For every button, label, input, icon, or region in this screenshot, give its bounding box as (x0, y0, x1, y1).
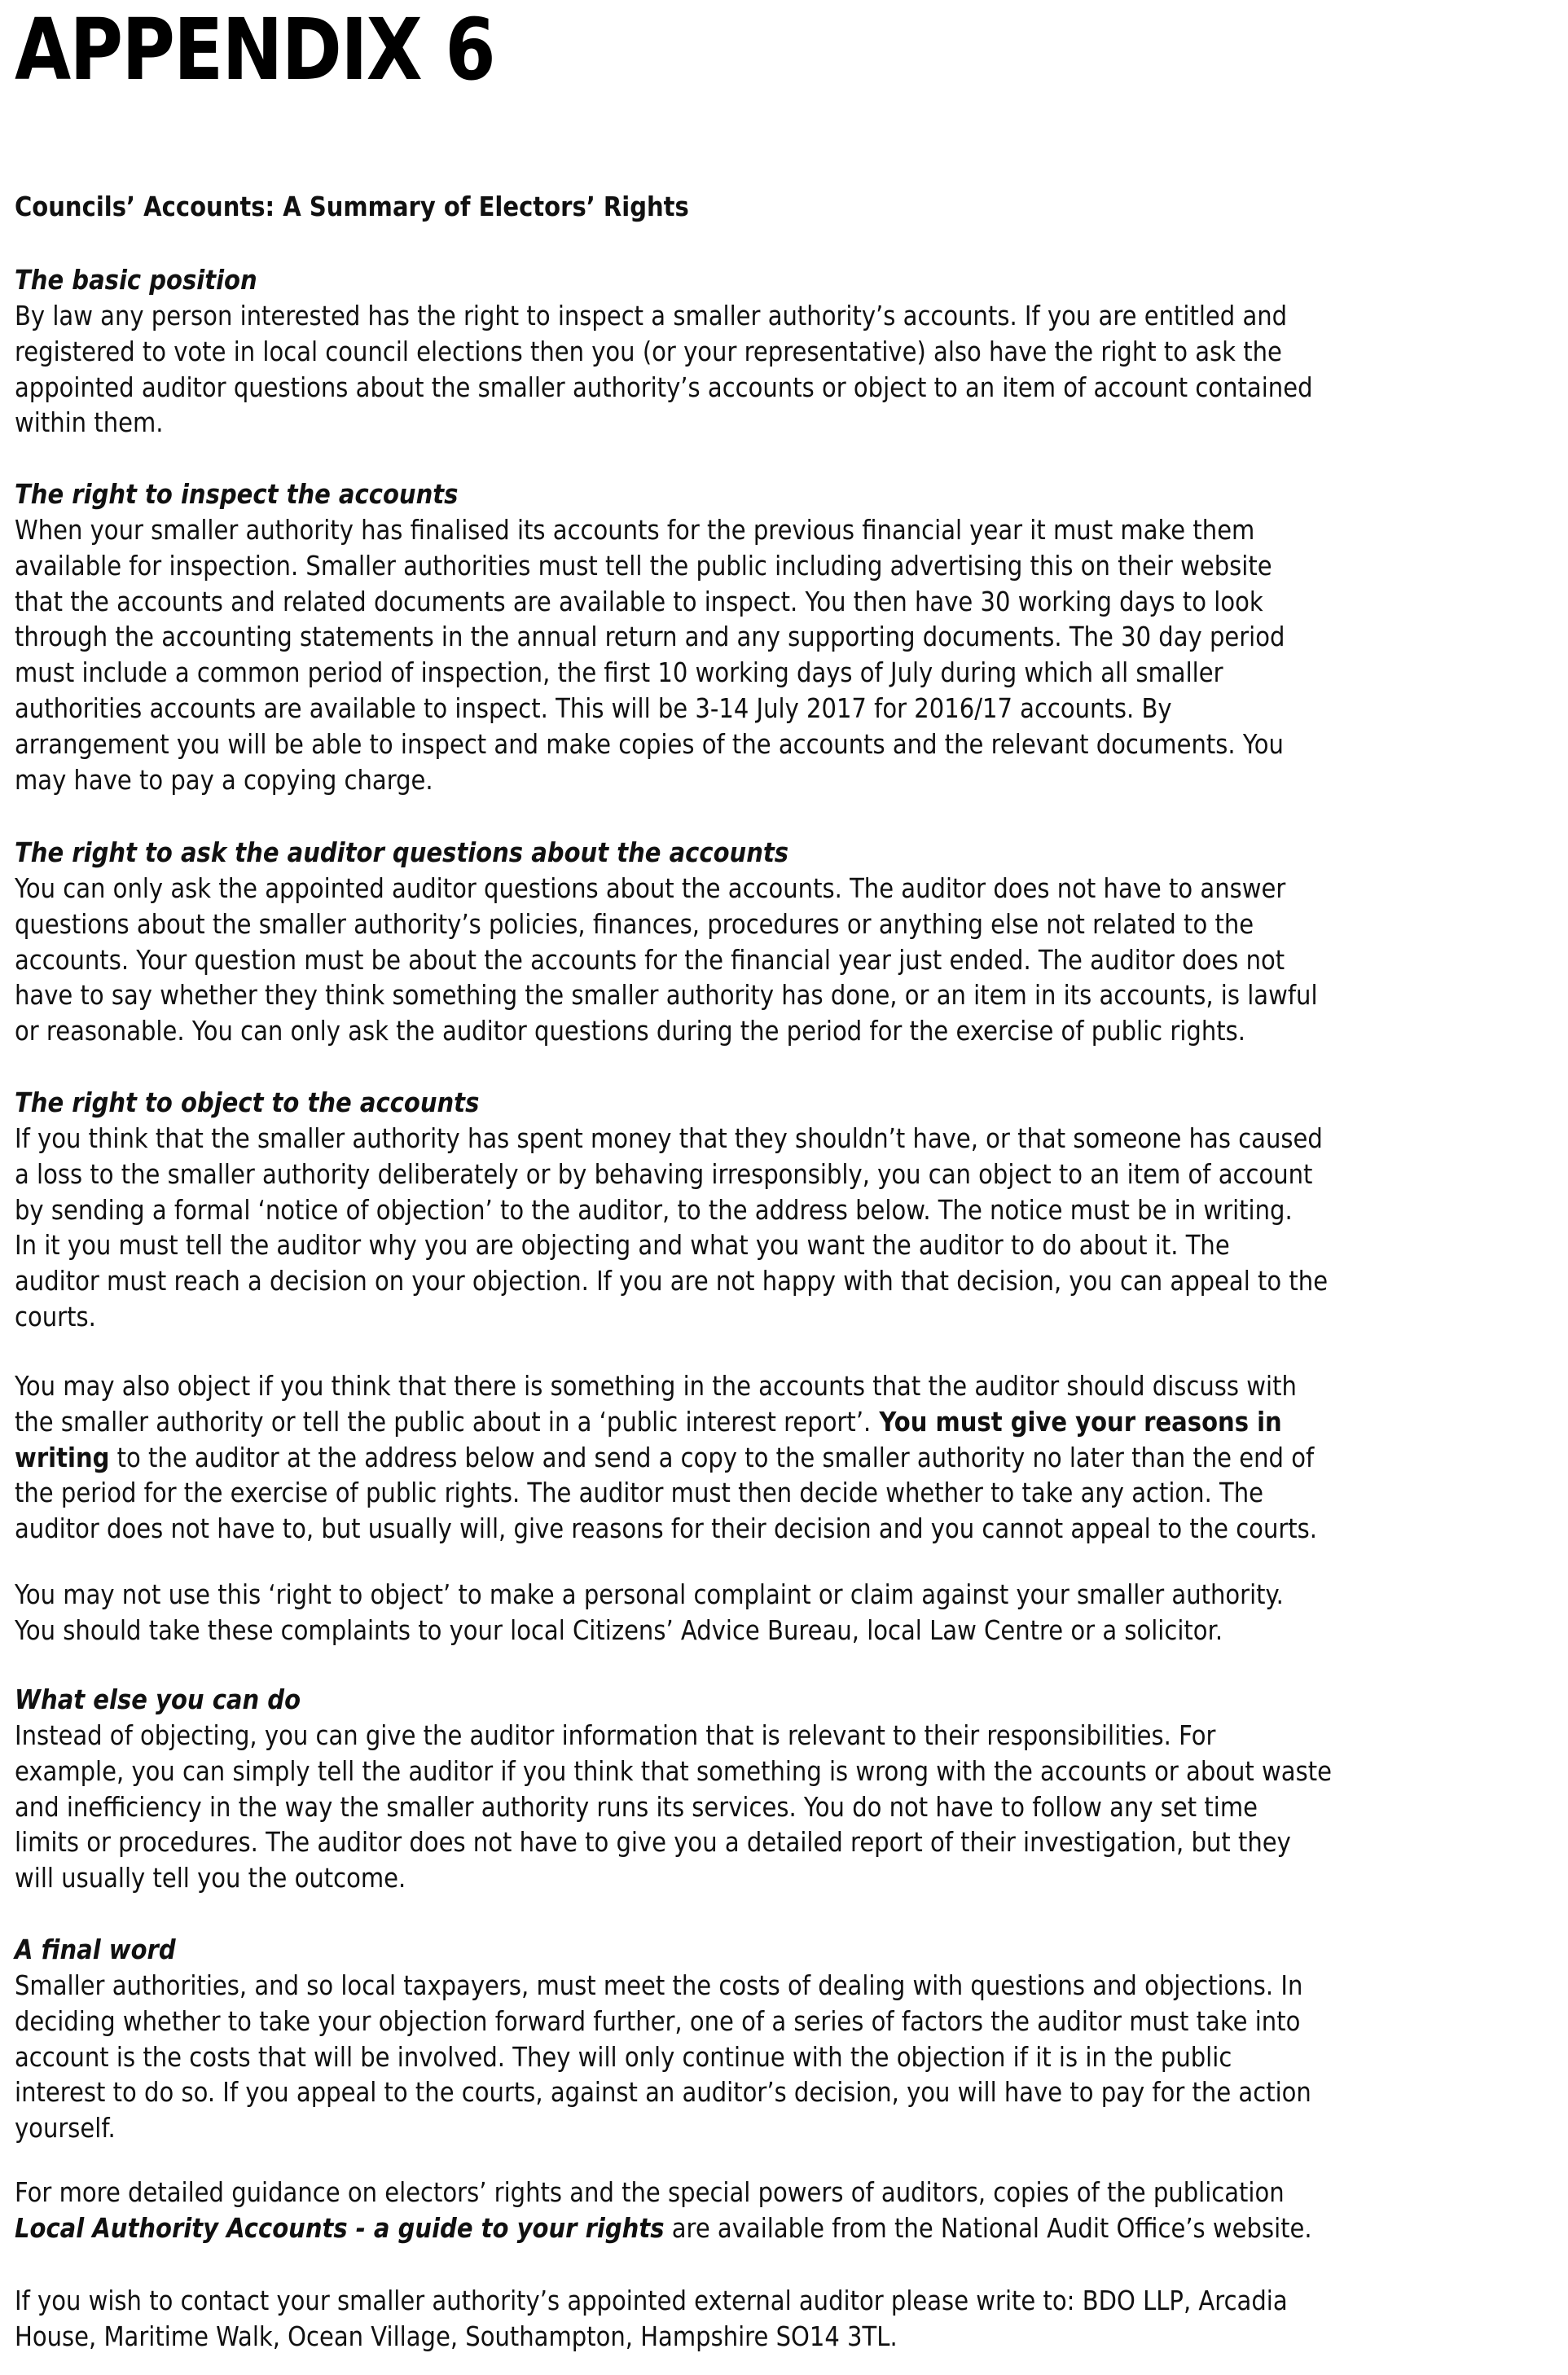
paragraph-line: available for inspection. Smaller authorities must tell the public including advertising this on their website (15, 549, 1272, 582)
paragraph-line: and inefficiency in the way the smaller authority runs its services. You do not have to follow any set time (15, 1790, 1258, 1823)
paragraph-line: You can only ask the appointed auditor questions about the accounts. The auditor does not have to answer (15, 872, 1286, 904)
section-public-interest-objection (15, 1368, 1556, 1547)
section-personal-complaints (15, 1577, 1556, 1648)
bold-emphasis: writing (15, 1441, 110, 1473)
paragraph-line: You may not use this ‘right to object’ to make a personal complaint or claim against your smaller authority. (15, 1578, 1284, 1610)
paragraph-line: auditor must reach a decision on your objection. If you are not happy with that decision, you can appeal to the (15, 1265, 1329, 1297)
paragraph-line: deciding whether to take your objection forward further, one of a series of factors the auditor must take into (15, 2004, 1301, 2037)
section-heading: The basic position (15, 264, 257, 296)
paragraph-line: authorities accounts are available to inspect. This will be 3-14 July 2017 for 2016/17 accounts. By (15, 691, 1172, 724)
paragraph-line: a loss to the smaller authority deliberately or by behaving irresponsibly, you can object to an item of account (15, 1157, 1313, 1190)
paragraph-line: interest to do so. If you appeal to the courts, against an auditor’s decision, you will have to pay for the action (15, 2076, 1311, 2109)
paragraph-line: courts. (15, 1300, 96, 1332)
paragraph-line: accounts. Your question must be about the accounts for the financial year just ended. The auditor does not (15, 943, 1285, 976)
paragraph-line: must include a common period of inspection, the first 10 working days of July during which all smaller (15, 656, 1223, 689)
section-right-to-inspect (15, 476, 1556, 797)
section-heading: A final word (15, 1934, 176, 1965)
section-what-else (15, 1682, 1556, 1896)
section-heading: The right to ask the auditor questions about the accounts (15, 836, 789, 868)
text-run: the smaller authority or tell the public about in a ‘public interest report’. (15, 1405, 872, 1438)
paragraph-line: If you wish to contact your smaller authority’s appointed external auditor please write to: BDO LLP, Arcadia (15, 2285, 1288, 2316)
paragraph-line: may have to pay a copying charge. (15, 763, 433, 796)
section-basic-position (15, 262, 1556, 441)
paragraph-line: appointed auditor questions about the smaller authority’s accounts or object to an item of account contained (15, 371, 1313, 403)
paragraph-line: example, you can simply tell the auditor if you think that something is wrong with the accounts or about waste (15, 1754, 1332, 1787)
paragraph-line: In it you must tell the auditor why you are objecting and what you want the auditor to do about it. The (15, 1229, 1230, 1262)
publication-title: Local Authority Accounts - a guide to your rights (15, 2211, 665, 2244)
auditor-address: House, Maritime Walk, Ocean Village, Southampton, Hampshire SO14 3TL. (15, 2320, 898, 2352)
section-heading: What else you can do (15, 1684, 301, 1715)
paragraph-line: auditor does not have to, but usually will, give reasons for their decision and you cannot appeal to the courts. (15, 1512, 1318, 1545)
section-further-guidance (15, 2175, 1556, 2246)
paragraph-line: or reasonable. You can only ask the auditor questions during the period for the exercise of public rights. (15, 1015, 1245, 1047)
paragraph-line: by sending a formal ‘notice of objection’ to the auditor, to the address below. The notice must be in writing. (15, 1193, 1293, 1226)
paragraph-line (15, 1440, 1556, 1476)
paragraph-line: When your smaller authority has finalised its accounts for the previous financial year it must make them (15, 514, 1255, 546)
paragraph-line: You should take these complaints to your local Citizens’ Advice Bureau, local Law Centre or a solicitor. (15, 1613, 1223, 1646)
paragraph-line: have to say whether they think something the smaller authority has done, or an item in its accounts, is lawful (15, 979, 1318, 1012)
paragraph-line: will usually tell you the outcome. (15, 1862, 406, 1894)
bold-emphasis: You must give your reasons in (871, 1405, 1282, 1438)
paragraph-line: questions about the smaller authority’s policies, finances, procedures or anything else not related to the (15, 907, 1254, 940)
paragraph-line: that the accounts and related documents are available to inspect. You then have 30 working days to look (15, 585, 1263, 617)
paragraph-line: limits or procedures. The auditor does not have to give you a detailed report of their investigation, but they (15, 1826, 1291, 1859)
paragraph-line: registered to vote in local council elections then you (or your representative) also have the right to ask the (15, 335, 1282, 367)
paragraph-line: You may also object if you think that there is something in the accounts that the auditor should discuss with (15, 1370, 1297, 1402)
section-right-to-object (15, 1085, 1556, 1335)
paragraph-line: the period for the exercise of public rights. The auditor must then decide whether to take any action. The (15, 1477, 1264, 1509)
paragraph-line: Instead of objecting, you can give the auditor information that is relevant to their responsibilities. For (15, 1719, 1216, 1751)
page-title: APPENDIX 6 (15, 0, 494, 99)
text-run: to the auditor at the address below and send a copy to the smaller authority no later than the end of (109, 1441, 1315, 1473)
paragraph-line (15, 2210, 1556, 2246)
section-heading: The right to inspect the accounts (15, 478, 459, 510)
paragraph-line (15, 1404, 1556, 1440)
paragraph-line: arrangement you will be able to inspect and make copies of the accounts and the relevant documents. You (15, 727, 1284, 760)
paragraph-line: Smaller authorities, and so local taxpayers, must meet the costs of dealing with questions and objections. In (15, 1969, 1303, 2001)
paragraph-line: within them. (15, 406, 164, 439)
document-subtitle: Councils’ Accounts: A Summary of Electors’ Rights (15, 191, 689, 222)
section-heading: The right to object to the accounts (15, 1087, 480, 1118)
section-contact-auditor (15, 2283, 1556, 2355)
text-run: are available from the National Audit Office’s website. (664, 2211, 1312, 2244)
section-right-to-ask-questions (15, 835, 1556, 1049)
paragraph-line: If you think that the smaller authority has spent money that they shouldn’t have, or that someone has caused (15, 1122, 1323, 1154)
paragraph-line: By law any person interested has the right to inspect a smaller authority’s accounts. If you are entitled and (15, 300, 1288, 331)
paragraph-line: For more detailed guidance on electors’ rights and the special powers of auditors, copies of the publication (15, 2176, 1285, 2208)
section-final-word (15, 1932, 1556, 2146)
paragraph-line: through the accounting statements in the annual return and any supporting documents. The 30 day period (15, 621, 1285, 653)
paragraph-line: yourself. (15, 2112, 116, 2145)
paragraph-line: account is the costs that will be involved. They will only continue with the objection if it is in the public (15, 2040, 1232, 2073)
